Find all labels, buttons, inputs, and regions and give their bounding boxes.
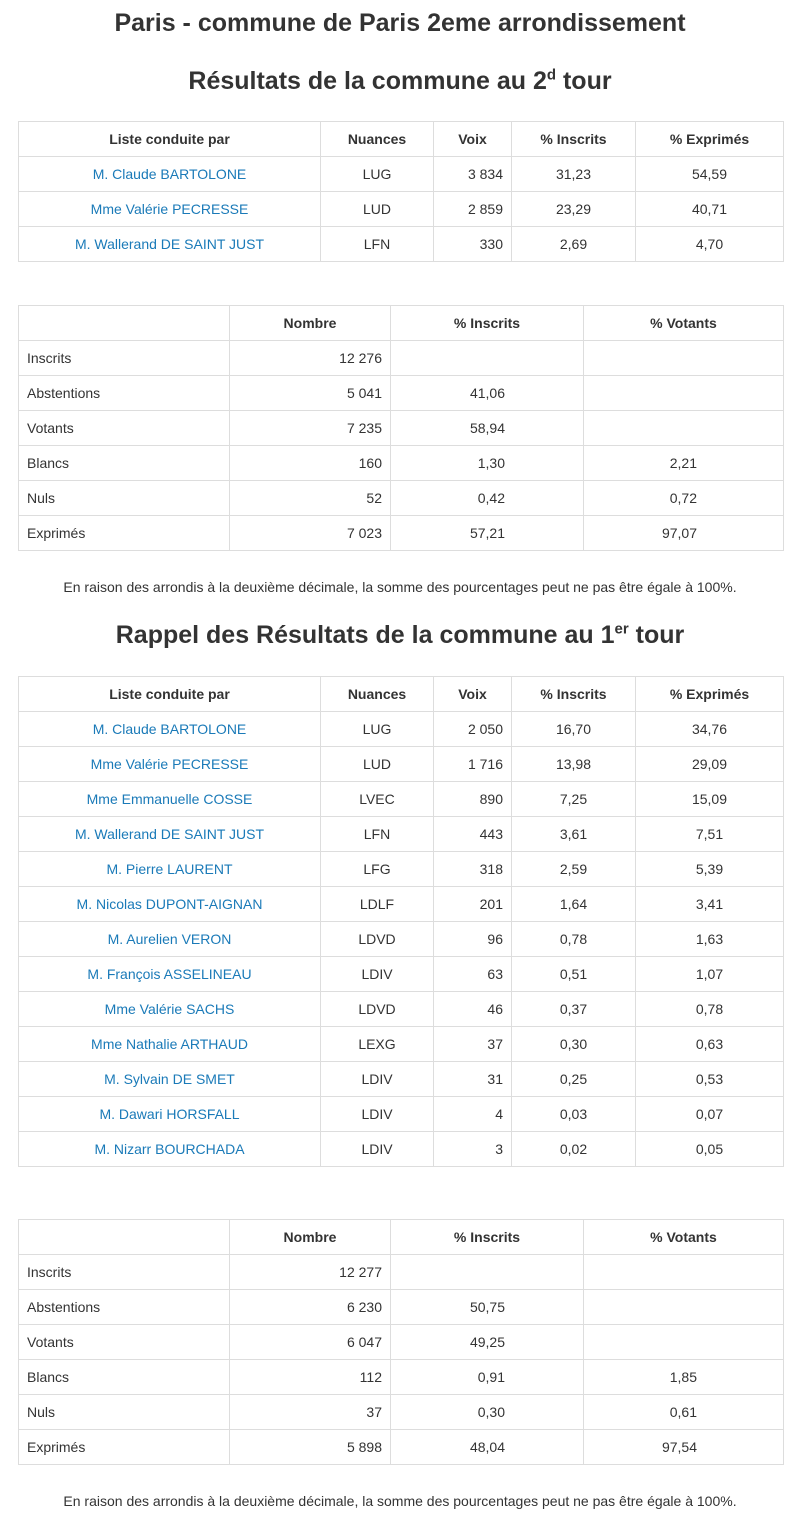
exprimes-cell: 15,09 bbox=[636, 782, 784, 817]
table-row bbox=[19, 1325, 784, 1360]
nuance-cell: LUG bbox=[321, 157, 434, 192]
col-header-inscrits: % Inscrits bbox=[391, 306, 584, 341]
exprimes-cell: 29,09 bbox=[636, 747, 784, 782]
voix-cell: 63 bbox=[434, 957, 512, 992]
candidate-cell bbox=[19, 992, 321, 1027]
stat-inscrits: 58,94 bbox=[391, 411, 584, 446]
table-row bbox=[19, 1062, 784, 1097]
col-header-votants: % Votants bbox=[584, 1220, 784, 1255]
stat-nombre: 7 023 bbox=[230, 516, 391, 551]
candidate-cell bbox=[19, 712, 321, 747]
inscrits-cell: 2,59 bbox=[512, 852, 636, 887]
exprimes-cell: 0,53 bbox=[636, 1062, 784, 1097]
voix-cell: 4 bbox=[434, 1097, 512, 1132]
voix-cell: 890 bbox=[434, 782, 512, 817]
exprimes-cell: 7,51 bbox=[636, 817, 784, 852]
col-header-inscrits: % Inscrits bbox=[512, 122, 636, 157]
voix-cell: 46 bbox=[434, 992, 512, 1027]
table-header-row bbox=[19, 1220, 784, 1255]
candidate-link[interactable]: M. Claude BARTOLONE bbox=[92, 166, 247, 182]
candidate-cell bbox=[19, 817, 321, 852]
inscrits-cell: 0,78 bbox=[512, 922, 636, 957]
stat-label: Nuls bbox=[19, 1395, 230, 1430]
candidate-link[interactable]: Mme Valérie PECRESSE bbox=[90, 756, 249, 772]
stat-votants: 97,54 bbox=[584, 1430, 784, 1465]
stat-inscrits: 57,21 bbox=[391, 516, 584, 551]
candidate-link[interactable]: M. Nizarr BOURCHADA bbox=[94, 1141, 245, 1157]
nuance-cell: LDIV bbox=[321, 1062, 434, 1097]
candidate-cell bbox=[19, 1027, 321, 1062]
table-row bbox=[19, 1255, 784, 1290]
exprimes-cell: 0,05 bbox=[636, 1132, 784, 1167]
table-header-row bbox=[19, 677, 784, 712]
stat-label: Abstentions bbox=[19, 376, 230, 411]
table-row bbox=[19, 516, 784, 551]
stat-inscrits: 50,75 bbox=[391, 1290, 584, 1325]
stat-label: Inscrits bbox=[19, 341, 230, 376]
nuance-cell: LUD bbox=[321, 192, 434, 227]
inscrits-cell: 13,98 bbox=[512, 747, 636, 782]
candidate-cell bbox=[19, 1132, 321, 1167]
nuance-cell: LDIV bbox=[321, 1132, 434, 1167]
candidate-link[interactable]: M. Aurelien VERON bbox=[107, 931, 232, 947]
candidate-cell bbox=[19, 747, 321, 782]
candidate-cell bbox=[19, 782, 321, 817]
round1-title-text: Rappel des Résultats de la commune au 1 bbox=[115, 621, 615, 649]
table-row bbox=[19, 992, 784, 1027]
stat-votants: 0,72 bbox=[584, 481, 784, 516]
page-title: Paris - commune de Paris 2eme arrondissement bbox=[114, 9, 686, 37]
col-header-inscrits: % Inscrits bbox=[512, 677, 636, 712]
round1-title-sup: er bbox=[614, 620, 629, 638]
stat-label: Blancs bbox=[19, 446, 230, 481]
stat-votants: 97,07 bbox=[584, 516, 784, 551]
round2-title-sup: d bbox=[546, 66, 557, 84]
candidate-link[interactable]: Mme Emmanuelle COSSE bbox=[86, 791, 253, 807]
stat-votants bbox=[584, 376, 784, 411]
stat-inscrits: 49,25 bbox=[391, 1325, 584, 1360]
table-row bbox=[19, 922, 784, 957]
round2-stats-table bbox=[18, 305, 784, 551]
candidate-cell bbox=[19, 957, 321, 992]
candidate-cell bbox=[19, 887, 321, 922]
table-row bbox=[19, 481, 784, 516]
table-row bbox=[19, 1360, 784, 1395]
nuance-cell: LFN bbox=[321, 817, 434, 852]
stat-label: Inscrits bbox=[19, 1255, 230, 1290]
inscrits-cell: 0,30 bbox=[512, 1027, 636, 1062]
inscrits-cell: 1,64 bbox=[512, 887, 636, 922]
round2-title bbox=[0, 64, 800, 98]
exprimes-cell: 1,63 bbox=[636, 922, 784, 957]
table-row bbox=[19, 957, 784, 992]
table-row bbox=[19, 446, 784, 481]
stat-inscrits: 0,91 bbox=[391, 1360, 584, 1395]
stat-nombre: 6 230 bbox=[230, 1290, 391, 1325]
round2-title-text: Résultats de la commune au 2 bbox=[188, 67, 547, 95]
table-row bbox=[19, 341, 784, 376]
table-row bbox=[19, 1132, 784, 1167]
voix-cell: 96 bbox=[434, 922, 512, 957]
stat-label: Blancs bbox=[19, 1360, 230, 1395]
voix-cell: 318 bbox=[434, 852, 512, 887]
voix-cell: 37 bbox=[434, 1027, 512, 1062]
inscrits-cell: 16,70 bbox=[512, 712, 636, 747]
stat-nombre: 5 041 bbox=[230, 376, 391, 411]
stat-nombre: 12 276 bbox=[230, 341, 391, 376]
table-row bbox=[19, 1027, 784, 1062]
candidate-cell bbox=[19, 192, 321, 227]
col-header-liste: Liste conduite par bbox=[19, 122, 321, 157]
stat-inscrits bbox=[391, 341, 584, 376]
table-row bbox=[19, 376, 784, 411]
table-row bbox=[19, 747, 784, 782]
stat-label: Abstentions bbox=[19, 1290, 230, 1325]
nuance-cell: LVEC bbox=[321, 782, 434, 817]
stat-nombre: 52 bbox=[230, 481, 391, 516]
inscrits-cell: 0,03 bbox=[512, 1097, 636, 1132]
round1-title-end: tour bbox=[628, 621, 685, 649]
stat-inscrits: 41,06 bbox=[391, 376, 584, 411]
exprimes-cell: 3,41 bbox=[636, 887, 784, 922]
table-row bbox=[19, 157, 784, 192]
round2-rounding-note: En raison des arrondis à la deuxième décimale, la somme des pourcentages peut ne pas être égale à 100%. bbox=[63, 579, 737, 595]
inscrits-cell: 2,69 bbox=[512, 227, 636, 262]
nuance-cell: LUG bbox=[321, 712, 434, 747]
candidate-cell bbox=[19, 1062, 321, 1097]
col-header-nombre: Nombre bbox=[230, 1220, 391, 1255]
col-header-empty bbox=[19, 306, 230, 341]
inscrits-cell: 0,25 bbox=[512, 1062, 636, 1097]
inscrits-cell: 7,25 bbox=[512, 782, 636, 817]
col-header-liste: Liste conduite par bbox=[19, 677, 321, 712]
stat-nombre: 5 898 bbox=[230, 1430, 391, 1465]
table-header-row bbox=[19, 306, 784, 341]
table-row bbox=[19, 192, 784, 227]
stat-inscrits: 0,42 bbox=[391, 481, 584, 516]
stat-votants bbox=[584, 411, 784, 446]
voix-cell: 2 859 bbox=[434, 192, 512, 227]
exprimes-cell: 40,71 bbox=[636, 192, 784, 227]
inscrits-cell: 0,02 bbox=[512, 1132, 636, 1167]
stat-nombre: 112 bbox=[230, 1360, 391, 1395]
table-row bbox=[19, 1430, 784, 1465]
candidate-link[interactable]: M. Wallerand DE SAINT JUST bbox=[74, 236, 265, 252]
round2-title-end: tour bbox=[556, 67, 612, 95]
stat-label: Exprimés bbox=[19, 516, 230, 551]
stat-nombre: 12 277 bbox=[230, 1255, 391, 1290]
stat-inscrits: 48,04 bbox=[391, 1430, 584, 1465]
voix-cell: 1 716 bbox=[434, 747, 512, 782]
nuance-cell: LDLF bbox=[321, 887, 434, 922]
table-row bbox=[19, 712, 784, 747]
nuance-cell: LUD bbox=[321, 747, 434, 782]
table-row bbox=[19, 227, 784, 262]
stat-label: Nuls bbox=[19, 481, 230, 516]
stat-inscrits: 0,30 bbox=[391, 1395, 584, 1430]
table-row bbox=[19, 782, 784, 817]
voix-cell: 330 bbox=[434, 227, 512, 262]
round2-results-table bbox=[18, 121, 784, 262]
col-header-nombre: Nombre bbox=[230, 306, 391, 341]
stat-inscrits bbox=[391, 1255, 584, 1290]
exprimes-cell: 1,07 bbox=[636, 957, 784, 992]
candidate-link[interactable]: M. Dawari HORSFALL bbox=[99, 1106, 240, 1122]
inscrits-cell: 0,37 bbox=[512, 992, 636, 1027]
exprimes-cell: 34,76 bbox=[636, 712, 784, 747]
candidate-cell bbox=[19, 852, 321, 887]
candidate-link[interactable]: M. Nicolas DUPONT-AIGNAN bbox=[76, 896, 263, 912]
stat-votants bbox=[584, 1325, 784, 1360]
stat-votants bbox=[584, 341, 784, 376]
col-header-nuances: Nuances bbox=[321, 122, 434, 157]
voix-cell: 31 bbox=[434, 1062, 512, 1097]
table-row bbox=[19, 411, 784, 446]
nuance-cell: LFN bbox=[321, 227, 434, 262]
candidate-link[interactable]: M. Claude BARTOLONE bbox=[92, 721, 247, 737]
exprimes-cell: 54,59 bbox=[636, 157, 784, 192]
stat-nombre: 37 bbox=[230, 1395, 391, 1430]
candidate-cell bbox=[19, 227, 321, 262]
table-row bbox=[19, 1395, 784, 1430]
stat-votants bbox=[584, 1255, 784, 1290]
nuance-cell: LFG bbox=[321, 852, 434, 887]
table-row bbox=[19, 1097, 784, 1132]
nuance-cell: LDIV bbox=[321, 1097, 434, 1132]
round1-results-table bbox=[18, 676, 784, 1167]
stat-votants bbox=[584, 1290, 784, 1325]
inscrits-cell: 3,61 bbox=[512, 817, 636, 852]
voix-cell: 201 bbox=[434, 887, 512, 922]
voix-cell: 3 bbox=[434, 1132, 512, 1167]
col-header-voix: Voix bbox=[434, 122, 512, 157]
nuance-cell: LEXG bbox=[321, 1027, 434, 1062]
col-header-inscrits: % Inscrits bbox=[391, 1220, 584, 1255]
candidate-link[interactable]: M. François ASSELINEAU bbox=[87, 966, 252, 982]
round1-title bbox=[0, 618, 800, 652]
candidate-link[interactable]: M. Pierre LAURENT bbox=[106, 861, 233, 877]
inscrits-cell: 23,29 bbox=[512, 192, 636, 227]
candidate-link[interactable]: Mme Nathalie ARTHAUD bbox=[91, 1036, 248, 1052]
voix-cell: 2 050 bbox=[434, 712, 512, 747]
col-header-votants: % Votants bbox=[584, 306, 784, 341]
exprimes-cell: 5,39 bbox=[636, 852, 784, 887]
nuance-cell: LDVD bbox=[321, 992, 434, 1027]
col-header-voix: Voix bbox=[434, 677, 512, 712]
stat-nombre: 160 bbox=[230, 446, 391, 481]
candidate-link[interactable]: Mme Valérie PECRESSE bbox=[90, 201, 249, 217]
candidate-link[interactable]: Mme Valérie SACHS bbox=[104, 1001, 235, 1017]
stat-inscrits: 1,30 bbox=[391, 446, 584, 481]
stat-nombre: 6 047 bbox=[230, 1325, 391, 1360]
stat-label: Votants bbox=[19, 411, 230, 446]
stat-votants: 2,21 bbox=[584, 446, 784, 481]
voix-cell: 3 834 bbox=[434, 157, 512, 192]
stat-nombre: 7 235 bbox=[230, 411, 391, 446]
stat-label: Exprimés bbox=[19, 1430, 230, 1465]
exprimes-cell: 0,07 bbox=[636, 1097, 784, 1132]
table-row bbox=[19, 1290, 784, 1325]
col-header-empty bbox=[19, 1220, 230, 1255]
stat-votants: 0,61 bbox=[584, 1395, 784, 1430]
nuance-cell: LDVD bbox=[321, 922, 434, 957]
exprimes-cell: 4,70 bbox=[636, 227, 784, 262]
candidate-link[interactable]: M. Wallerand DE SAINT JUST bbox=[74, 826, 265, 842]
inscrits-cell: 0,51 bbox=[512, 957, 636, 992]
nuance-cell: LDIV bbox=[321, 957, 434, 992]
exprimes-cell: 0,78 bbox=[636, 992, 784, 1027]
candidate-link[interactable]: M. Sylvain DE SMET bbox=[104, 1071, 235, 1087]
round1-rounding-note: En raison des arrondis à la deuxième décimale, la somme des pourcentages peut ne pas être égale à 100%. bbox=[63, 1493, 737, 1509]
table-header-row bbox=[19, 122, 784, 157]
col-header-exprimes: % Exprimés bbox=[636, 122, 784, 157]
candidate-cell bbox=[19, 157, 321, 192]
table-row bbox=[19, 852, 784, 887]
candidate-cell bbox=[19, 922, 321, 957]
stat-label: Votants bbox=[19, 1325, 230, 1360]
exprimes-cell: 0,63 bbox=[636, 1027, 784, 1062]
table-row bbox=[19, 817, 784, 852]
col-header-exprimes: % Exprimés bbox=[636, 677, 784, 712]
voix-cell: 443 bbox=[434, 817, 512, 852]
inscrits-cell: 31,23 bbox=[512, 157, 636, 192]
round1-stats-table bbox=[18, 1219, 784, 1465]
stat-votants: 1,85 bbox=[584, 1360, 784, 1395]
col-header-nuances: Nuances bbox=[321, 677, 434, 712]
candidate-cell bbox=[19, 1097, 321, 1132]
table-row bbox=[19, 887, 784, 922]
